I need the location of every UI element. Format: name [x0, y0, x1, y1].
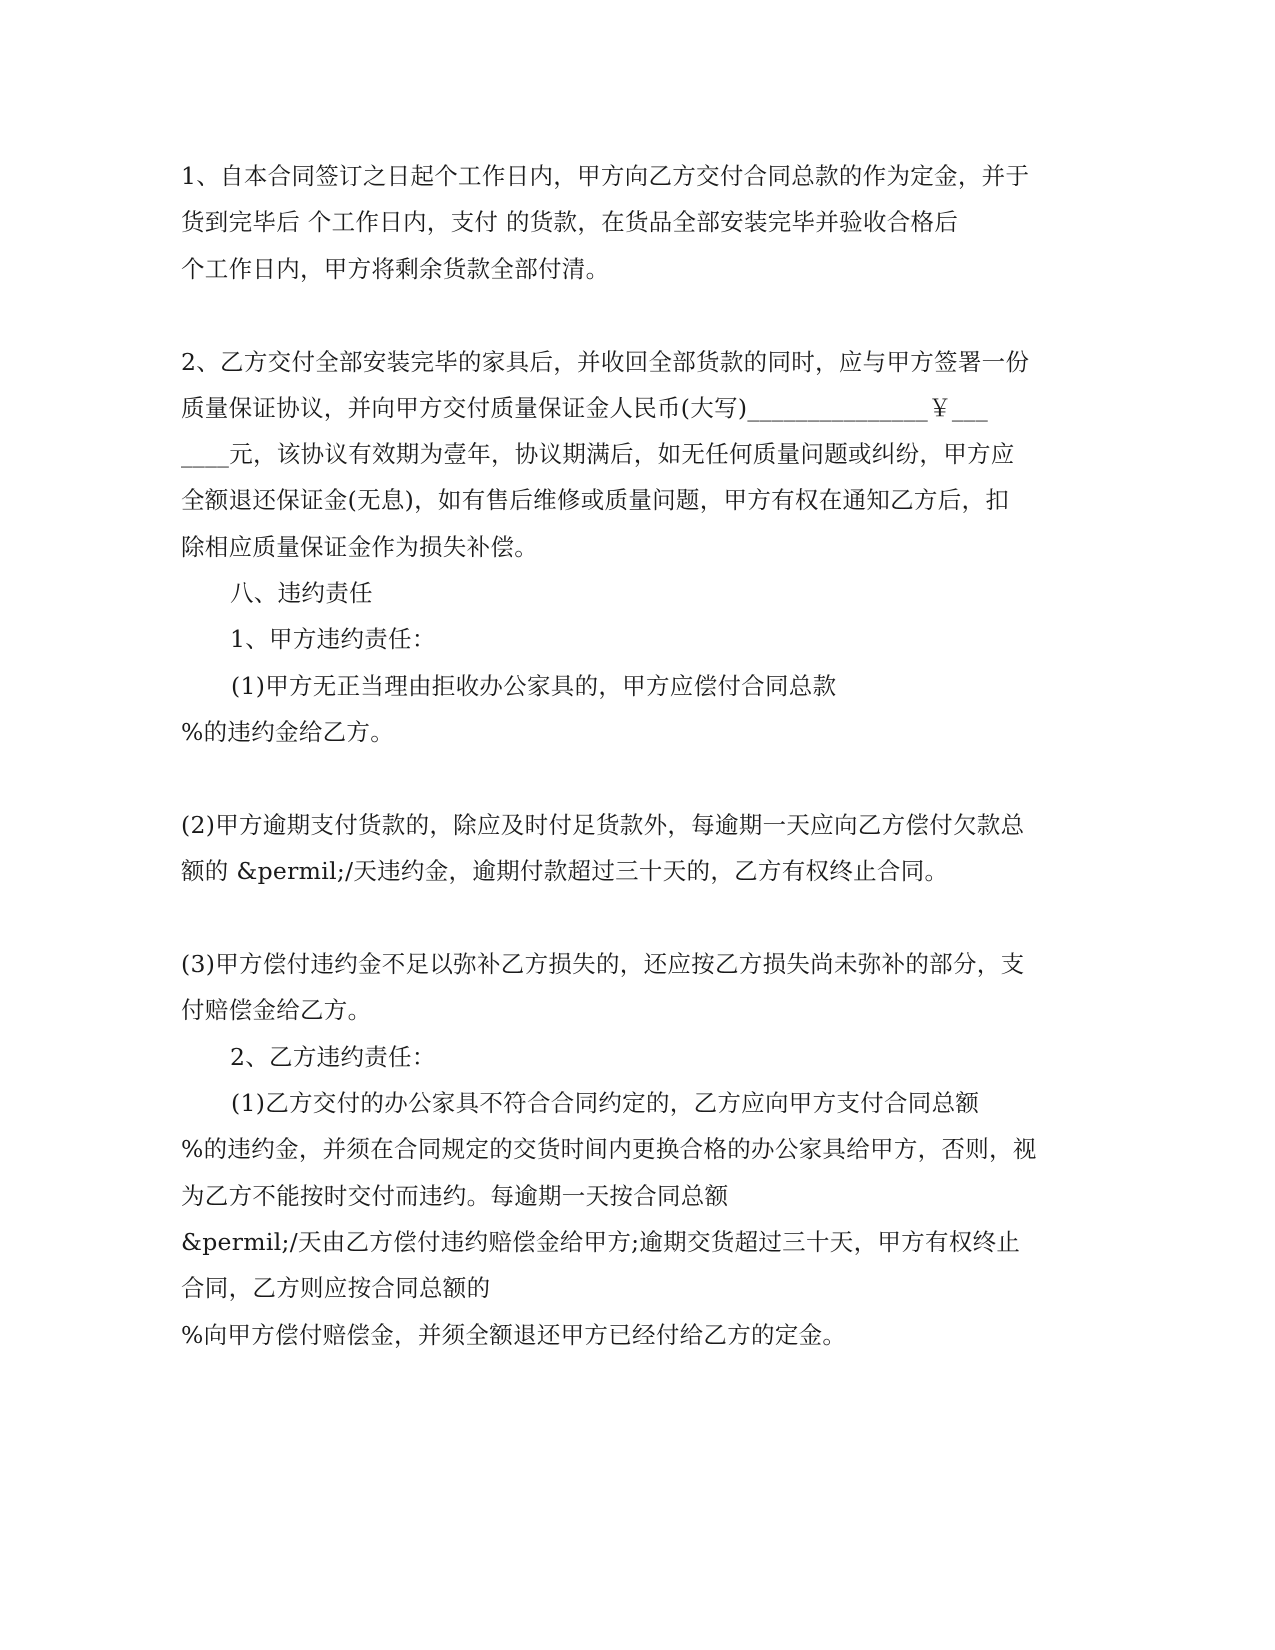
party-a-liability-heading: 1、甲方违约责任： [230, 625, 436, 653]
clause-1-line-2: 货到完毕后 个工作日内，支付 的货款，在货品全部安装完毕并验收合格后 [181, 208, 959, 236]
party-a-item-2-line-2: 额的 &permil;/天违约金，逾期付款超过三十天的，乙方有权终止合同。 [181, 857, 949, 885]
party-b-item-1-line-5: 合同，乙方则应按合同总额的 [181, 1274, 491, 1302]
party-b-item-1-line-6: %向甲方偿付赔偿金，并须全额退还甲方已经付给乙方的定金。 [181, 1321, 847, 1349]
party-b-item-1-line-3: 为乙方不能按时交付而违约。每逾期一天按合同总额 [181, 1182, 729, 1210]
clause-2-line-1: 2、乙方交付全部安装完毕的家具后，并收回全部货款的同时，应与甲方签署一份 [181, 348, 1030, 376]
party-a-item-1-line-1: (1)甲方无正当理由拒收办公家具的，甲方应偿付合同总款 [231, 672, 837, 700]
clause-1-line-3: 个工作日内，甲方将剩余货款全部付清。 [181, 255, 610, 283]
party-a-item-1-line-2: %的违约金给乙方。 [181, 718, 395, 746]
clause-2-line-3: ____元，该协议有效期为壹年，协议期满后，如无任何质量问题或纠纷，甲方应 [181, 440, 1015, 468]
party-b-item-1-line-1: (1)乙方交付的办公家具不符合合同约定的，乙方应向甲方支付合同总额 [231, 1089, 980, 1117]
clause-2-line-2: 质量保证协议，并向甲方交付质量保证金人民币(大写)_______________￥___ [181, 394, 989, 422]
party-a-item-3-line-2: 付赔偿金给乙方。 [181, 996, 372, 1024]
party-b-item-1-line-4: &permil;/天由乙方偿付违约赔偿金给甲方;逾期交货超过三十天，甲方有权终止 [181, 1228, 1021, 1256]
clause-2-line-4: 全额退还保证金(无息)，如有售后维修或质量问题，甲方有权在通知乙方后，扣 [181, 486, 1010, 514]
clause-2-line-5: 除相应质量保证金作为损失补偿。 [181, 533, 538, 561]
clause-1-line-1: 1、自本合同签订之日起个工作日内，甲方向乙方交付合同总款的作为定金，并于 [181, 162, 1030, 190]
party-b-item-1-line-2: %的违约金，并须在合同规定的交货时间内更换合格的办公家具给甲方，否则，视 [181, 1135, 1037, 1163]
party-a-item-2-line-1: (2)甲方逾期支付货款的，除应及时付足货款外，每逾期一天应向乙方偿付欠款总 [181, 811, 1025, 839]
party-b-liability-heading: 2、乙方违约责任： [230, 1043, 436, 1071]
section-heading: 八、违约责任 [230, 579, 373, 607]
party-a-item-3-line-1: (3)甲方偿付违约金不足以弥补乙方损失的，还应按乙方损失尚未弥补的部分，支 [181, 950, 1025, 978]
